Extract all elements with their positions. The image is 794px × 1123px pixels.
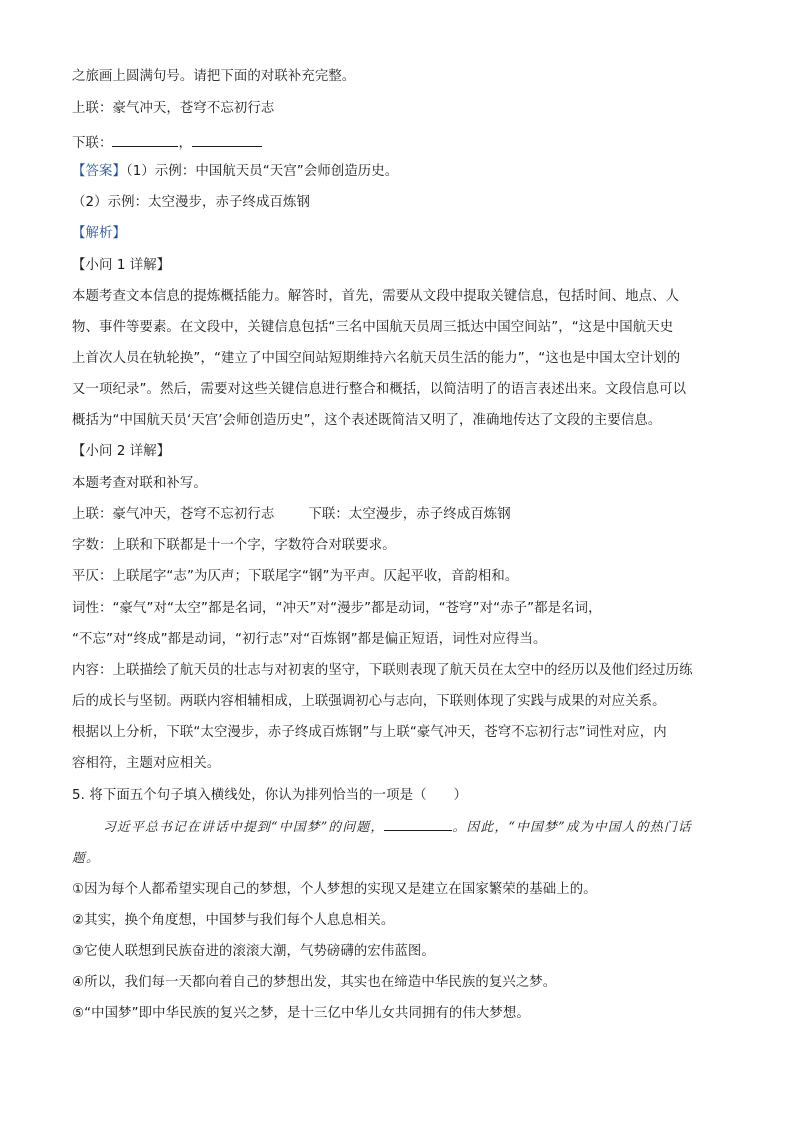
couplet-pair-line	[72, 505, 511, 525]
sub2-analysis-line: 后的成长与坚韧。两联内容相辅相成，上联强调初心与志向，下联则体现了实践与成果的对应关系。	[72, 694, 666, 709]
blank-line-1[interactable]	[112, 131, 178, 147]
sub1-paragraph-line: 概括为“中国航天员‘天宫’会师创造历史”，这个表述既简洁又明了，准确地传达了文段的主要信息。	[72, 413, 662, 428]
question-5-stem: 5. 将下面五个句子填入横线处，你认为排列恰当的一项是（ ）	[72, 788, 468, 803]
sub-question-1-heading: 【小问 1 详解】	[72, 258, 171, 273]
option-item: ③它使人联想到民族奋进的滚滚大潮，气势磅礴的宏伟蓝图。	[72, 944, 435, 959]
couplet-lower: 下联：太空漫步，赤子终成百炼钢	[308, 507, 511, 522]
sub2-analysis-line: 根据以上分析，下联“太空漫步，赤子终成百炼钢”与上联“豪气冲天，苍穹不忘初行志”词性对应，内	[72, 725, 667, 740]
sub2-analysis-line: 内容：上联描绘了航天员的壮志与对初衷的坚守，下联则表现了航天员在太空中的经历以及他们经过历练	[72, 663, 693, 678]
answer-tag: 【答案】	[72, 164, 126, 179]
lower-couplet-label: 下联：	[72, 136, 113, 151]
intro-text: 之旅画上圆满句号。请把下面的对联补充完整。	[72, 69, 356, 84]
sub2-analysis-line: 平仄：上联尾字“志”为仄声；下联尾字“钢”为平声。仄起平收，音韵相和。	[72, 569, 519, 584]
lower-couplet-separator: ，	[178, 136, 192, 151]
sub1-paragraph-line: 物、事件等要素。在文段中，关键信息包括“三名中国航天员周三抵达中国空间站”，“这是中国航天史	[72, 320, 674, 335]
question-5-passage-line-2: 题。	[72, 851, 100, 866]
option-item: ④所以，我们每一天都向着自己的梦想出发，其实也在缔造中华民族的复兴之梦。	[72, 975, 557, 990]
question-5-passage-line-1	[103, 817, 692, 838]
answer-line-2: （2）示例：太空漫步，赤子终成百炼钢	[72, 195, 310, 210]
upper-couplet: 上联：豪气冲天，苍穹不忘初行志	[72, 101, 275, 116]
sub2-analysis-line: 词性：“豪气”对“太空”都是名词，“冲天”对“漫步”都是动词，“苍穹”对“赤子”都是名词，	[72, 601, 602, 616]
sub2-analysis-line: 容相符，主题对应相关。	[72, 756, 221, 771]
option-item: ⑤“中国梦”即中华民族的复兴之梦，是十三亿中华儿女共同拥有的伟大梦想。	[72, 1006, 530, 1021]
couplet-upper: 上联：豪气冲天，苍穹不忘初行志	[72, 507, 275, 522]
passage-text-b: 。因此，“中国梦”成为中国人的热门话	[452, 820, 692, 835]
passage-blank[interactable]	[384, 817, 452, 831]
sub2-analysis-line: 字数：上联和下联都是十一个字，字数符合对联要求。	[72, 538, 396, 553]
sub1-paragraph-line: 上首次人员在轨轮换”，“建立了中国空间站短期维持六名航天员生活的能力”，“这也是中国太空计划的	[72, 351, 681, 366]
lower-couplet-blank	[72, 131, 262, 154]
passage-text-a: 习近平总书记在讲话中提到“中国梦”的问题，	[103, 820, 385, 835]
answer-1-text: （1）示例：中国航天员“天宫”会师创造历史。	[125, 164, 399, 179]
answer-line-1	[72, 162, 398, 182]
sub2-intro: 本题考查对联和补写。	[72, 476, 207, 491]
blank-line-2[interactable]	[192, 131, 262, 147]
sub1-paragraph-line: 又一项纪录”。然后，需要对这些关键信息进行整合和概括，以简洁明了的语言表述出来。文段信息可以	[72, 382, 687, 397]
sub-question-2-heading: 【小问 2 详解】	[72, 444, 171, 459]
option-item: ②其实，换个角度想，中国梦与我们每个人息息相关。	[72, 913, 395, 928]
analysis-tag: 【解析】	[72, 226, 126, 241]
option-item: ①因为每个人都希望实现自己的梦想，个人梦想的实现又是建立在国家繁荣的基础上的。	[72, 882, 597, 897]
sub1-paragraph-line: 本题考查文本信息的提炼概括能力。解答时，首先，需要从文段中提取关键信息，包括时间、地点、人	[72, 289, 680, 304]
sub2-analysis-line: “不忘”对“终成”都是动词，“初行志”对“百炼钢”都是偏正短语，词性对应得当。	[72, 632, 547, 647]
